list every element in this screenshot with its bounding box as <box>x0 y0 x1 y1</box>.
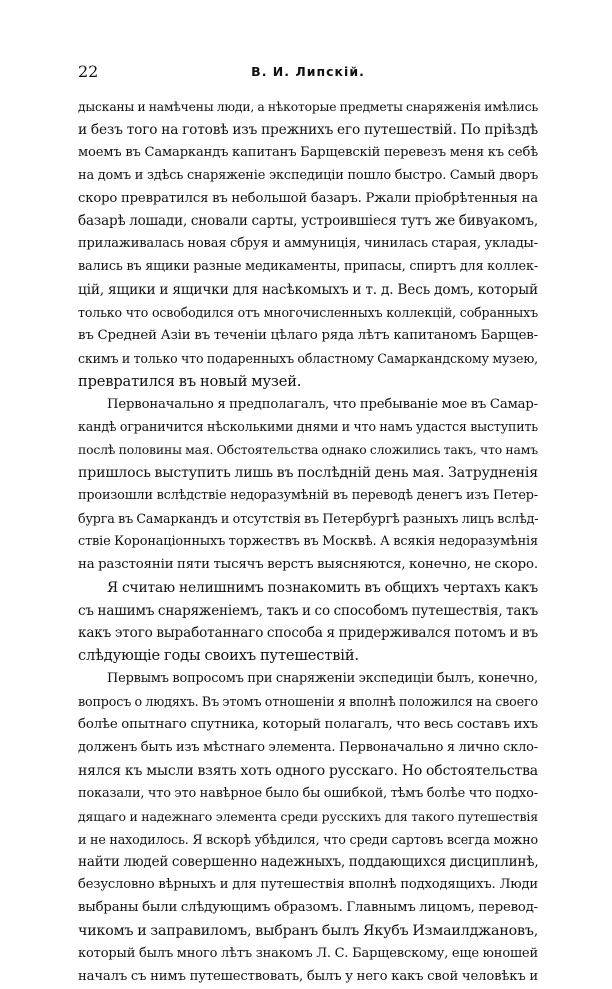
text-line: выбраны были слѣдующимъ образомъ. Главнымъ лицомъ, перевод- <box>78 900 538 916</box>
text-line: который былъ много лѣтъ знакомъ Л. С. Барщевскому, еще юношей <box>78 945 538 961</box>
text-line: какъ этого выработаннаго способа я придерживался потомъ и въ <box>78 625 538 642</box>
page-number: 22 <box>78 62 99 81</box>
text-line: Я считаю нелишнимъ познакомить въ общихъ чертахъ какъ <box>107 579 538 596</box>
text-line: слѣдующіе годы своихъ путешествій. <box>78 647 359 665</box>
running-head: В. И. Липскій. <box>251 64 365 79</box>
text-line: на домъ и здѣсь снаряженіе экспедиціи пошло быстро. Самый дворъ <box>78 167 538 183</box>
text-line: и не находилось. Я вскорѣ убѣдился, что среди сартовъ всегда можно <box>78 831 538 847</box>
text-line: послѣ половины мая. Обстоятельства однако сложились такъ, что намъ <box>78 442 538 458</box>
page-header <box>78 62 538 84</box>
text-line: ствіе Коронаціонныхъ торжествъ въ Москвѣ. А всякія недоразумѣнія <box>78 533 538 549</box>
text-line: цій, ящики и ящички для насѣкомыхъ и т. д. Весь домъ, который <box>78 282 538 299</box>
text-line: скимъ и только что подаренныхъ областному Самаркандскому музею, <box>78 350 538 366</box>
text-line: долженъ быть изъ мѣстнаго элемента. Первоначально я лично скло- <box>78 739 538 755</box>
text-line: превратился въ новый музей. <box>78 372 302 390</box>
text-line: вопросъ о людяхъ. Въ этомъ отношеніи я вполнѣ положился на своего <box>78 694 538 710</box>
text-line: дысканы и намѣчены люди, а нѣкоторые предметы снаряженія имѣлись <box>78 100 539 114</box>
text-line: началъ съ нимъ путешествовать, былъ у него какъ свой человѣкъ и <box>78 968 538 984</box>
text-line: показали, что это навѣрное было бы ошибкой, тѣмъ болѣе что подхо- <box>78 785 538 801</box>
text-line: и безъ того на готовѣ изъ прежнихъ его путешествій. По пріѣздѣ <box>78 121 538 138</box>
text-line: базарѣ лошади, сновали сарты, устроившіеся тутъ же бивуакомъ, <box>78 213 538 230</box>
text-line: только что освободился отъ многочисленныхъ коллекцій, собранныхъ <box>78 305 538 321</box>
text-line: съ нашимъ снаряженіемъ, такъ и со способомъ путешествія, такъ <box>78 602 539 619</box>
text-line: болѣе опытнаго спутника, который полагалъ, что весь составъ ихъ <box>78 717 538 733</box>
text-line: Первымъ вопросомъ при снаряженіи экспедиціи былъ, конечно, <box>107 671 538 687</box>
text-line: бурга въ Самаркандъ и отсутствія въ Петербургѣ разныхъ лицъ вслѣд- <box>78 511 539 527</box>
text-line: нялся къ мысли взять хоть одного русскаго. Но обстоятельства <box>78 762 538 779</box>
text-line: Первоначально я предполагалъ, что пребываніе мое въ Самар- <box>107 396 538 412</box>
text-line: вались въ ящики разные медикаменты, припасы, спиртъ для коллек- <box>78 259 538 275</box>
text-line: въ Средней Азіи въ теченіи цѣлаго ряда лѣтъ капитаномъ Барщев- <box>78 327 538 343</box>
text-line: пришлось выступить лишь въ послѣдній день мая. Затрудненія <box>78 465 539 482</box>
text-line: прилаживалась новая сбруя и аммуниція, чинилась старая, уклады- <box>78 236 538 252</box>
body-text <box>78 96 538 989</box>
text-line: безусловно вѣрныхъ и для путешествія вполнѣ подходящихъ. Люди <box>78 877 538 893</box>
text-line: на разстояніи пяти тысячъ верстъ выясняются, конечно, не скоро. <box>78 556 538 572</box>
text-line: скоро превратился въ небольшой базаръ. Ржали пріобрѣтенныя на <box>78 190 538 206</box>
text-line: найти людей совершенно надежныхъ, поддающихся дисциплинѣ, <box>78 854 539 871</box>
text-line: дящаго и надежнаго элемента среди русскихъ для такого путешествія <box>78 808 538 824</box>
text-line: моемъ въ Самаркандъ капитанъ Барщевскій перевезъ меня къ себѣ <box>78 144 538 160</box>
text-line: произошли вслѣдствіе недоразумѣній въ переводѣ денегъ изъ Петер- <box>78 488 538 504</box>
text-line: кандѣ ограничится нѣсколькими днями и что намъ удастся выступить <box>78 419 538 435</box>
text-line: чикомъ и заправиломъ, выбранъ былъ Якубъ Измаилджановъ, <box>78 923 539 940</box>
